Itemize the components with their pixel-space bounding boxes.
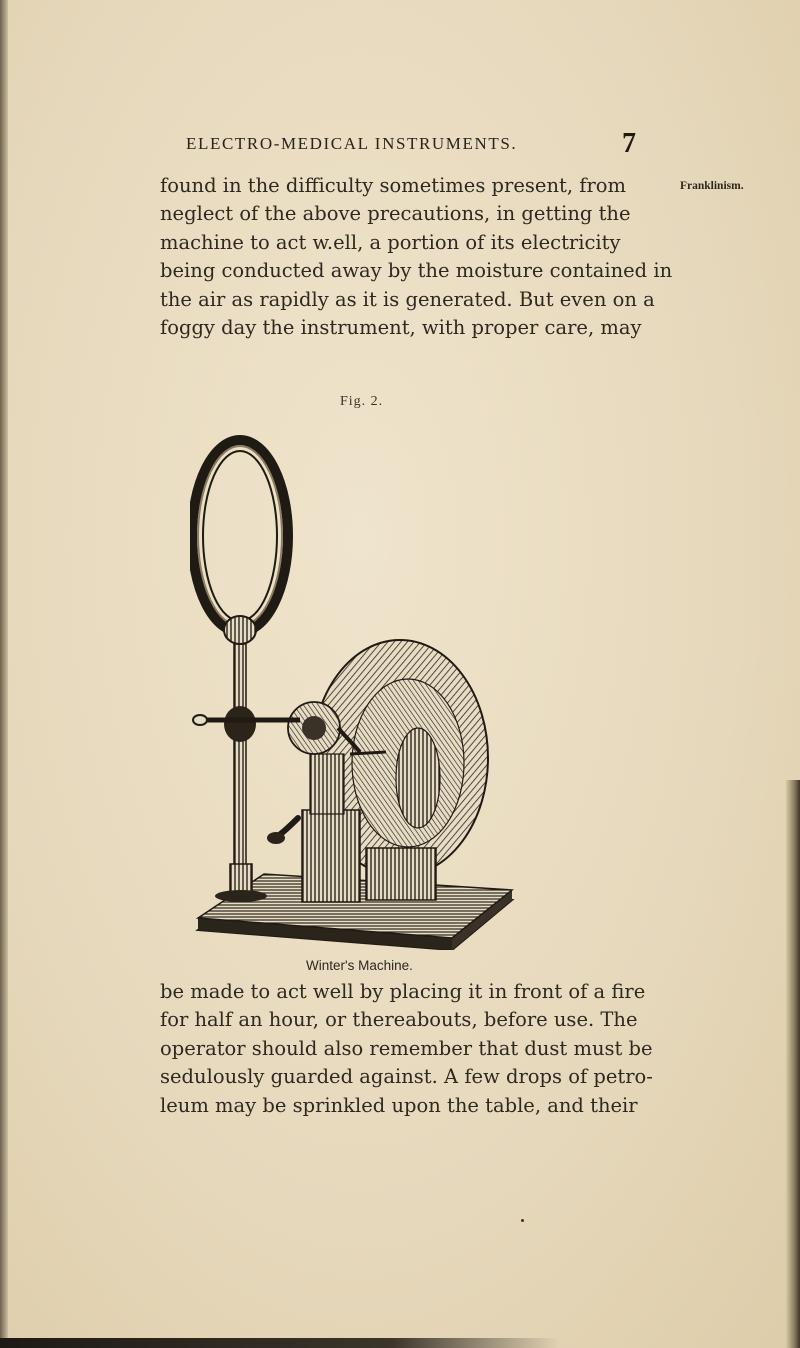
text-line: operator should also remember that dust must be <box>160 1036 653 1060</box>
winters-machine-illustration <box>190 418 516 950</box>
margin-note: Franklinism. <box>680 180 744 192</box>
text-line: sedulously guarded against. A few drops of petro- <box>160 1065 653 1089</box>
running-head <box>186 128 636 164</box>
page-number: 7 <box>622 128 636 159</box>
text-line: machine to act w.ell, a portion of its electricity <box>160 230 621 254</box>
running-head-title: ELECTRO-MEDICAL INSTRUMENTS. <box>186 134 518 153</box>
text-line: be made to act well by placing it in front of a fire <box>160 980 646 1003</box>
page-bottom-edge-shadow <box>0 1338 560 1348</box>
figure-label: Fig. 2. <box>340 394 384 409</box>
text-line: foggy day the instrument, with proper care, may <box>160 316 642 340</box>
text-line: for half an hour, or thereabouts, before use. The <box>160 1008 638 1032</box>
text-line: neglect of the above precautions, in getting the <box>160 202 631 226</box>
paragraph-bottom <box>160 978 653 1120</box>
page-right-edge-shadow <box>786 780 800 1348</box>
text-line: being conducted away by the moisture contained in <box>160 259 673 283</box>
text-line: leum may be sprinkled upon the table, and their <box>160 1093 638 1117</box>
paragraph-top <box>160 172 673 342</box>
text-line: the air as rapidly as it is generated. But even on a <box>160 287 655 311</box>
ink-speck <box>521 1219 524 1222</box>
page-left-edge-shadow <box>0 0 8 1348</box>
figure-caption: Winter's Machine. <box>306 958 413 973</box>
text-line: found in the difficulty sometimes present, from <box>160 174 627 197</box>
